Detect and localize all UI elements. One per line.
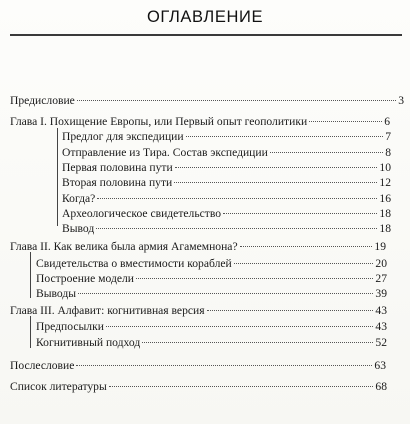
- toc-entry-label: Предлог для экспедиции: [62, 130, 184, 143]
- bracket-chapter-2: [30, 252, 31, 298]
- leader-dots: [76, 365, 372, 366]
- toc-entry-page: 19: [374, 240, 386, 253]
- leader-dots: [78, 293, 373, 294]
- toc-entry-label: Археологическое свидетельство: [62, 207, 222, 220]
- toc-entry-section[interactable]: [62, 146, 391, 160]
- toc-entry-label: Предисловие: [10, 94, 75, 107]
- leader-dots: [97, 198, 377, 199]
- toc-entry-section[interactable]: [36, 272, 387, 286]
- toc-entry-preface[interactable]: [10, 94, 404, 108]
- leader-dots: [234, 263, 374, 264]
- toc-entry-label: Список литературы: [10, 380, 107, 393]
- leader-dots: [240, 246, 373, 247]
- toc-entry-page: 18: [379, 222, 391, 235]
- toc-entry-label: Выводы: [36, 287, 77, 300]
- toc-entry-label: Свидетельства о вместимости кораблей: [36, 257, 232, 270]
- toc-entry-chapter-3[interactable]: [10, 304, 387, 318]
- toc-entry-page: 8: [385, 146, 391, 159]
- toc-entry-page: 27: [375, 272, 387, 285]
- toc-entry-page: 43: [375, 320, 387, 333]
- toc-entry-section[interactable]: [36, 336, 387, 350]
- toc-entry-section[interactable]: [62, 176, 391, 190]
- toc-entry-label: Глава III. Алфавит: когнитивная версия: [10, 304, 205, 317]
- toc-entry-page: 68: [375, 380, 387, 393]
- leader-dots: [77, 100, 396, 101]
- toc-entry-label: Отправление из Тира. Состав экспедиции: [62, 146, 268, 159]
- leader-dots: [207, 310, 374, 311]
- toc-entry-label: Глава II. Как велика была армия Агамемнона?: [10, 240, 238, 253]
- toc-entry-page: 18: [379, 207, 391, 220]
- toc-entry-page: 20: [375, 257, 387, 270]
- toc-entry-page: 12: [379, 176, 391, 189]
- leader-dots: [175, 167, 378, 168]
- toc-entry-label: Вывод: [62, 222, 95, 235]
- toc-entry-label: Глава I. Похищение Европы, или Первый опыт геополитики: [10, 115, 308, 128]
- toc-entry-page: 63: [374, 359, 386, 372]
- leader-dots: [106, 326, 373, 327]
- leader-dots: [309, 121, 382, 122]
- toc-entry-label: Когда?: [62, 192, 96, 205]
- toc-entry-page: 10: [379, 161, 391, 174]
- toc-entry-section[interactable]: [62, 130, 391, 144]
- toc-entry-chapter-2[interactable]: [10, 240, 386, 254]
- toc-entry-section[interactable]: [62, 161, 391, 175]
- leader-dots: [270, 152, 383, 153]
- leader-dots: [174, 182, 377, 183]
- bracket-chapter-3: [30, 316, 31, 348]
- toc-entry-label: Когнитивный подход: [36, 336, 141, 349]
- leader-dots: [109, 386, 374, 387]
- toc-entry-page: 52: [375, 336, 387, 349]
- toc-entry-label: Вторая половина пути: [62, 176, 173, 189]
- toc-entry-section[interactable]: [62, 192, 391, 206]
- toc-entry-page: 16: [379, 192, 391, 205]
- toc-entry-page: 3: [398, 94, 404, 107]
- toc-entry-page: 7: [385, 130, 391, 143]
- toc-entry-page: 43: [375, 304, 387, 317]
- toc-entry-label: Построение модели: [36, 272, 134, 285]
- leader-dots: [142, 342, 373, 343]
- page-title: ОГЛАВЛЕНИЕ: [146, 8, 264, 26]
- toc-entry-page: 39: [375, 287, 387, 300]
- toc-entry-section[interactable]: [36, 320, 387, 334]
- toc-entry-section[interactable]: [62, 207, 391, 221]
- toc-entry-label: Первая половина пути: [62, 161, 173, 174]
- toc-entry-section[interactable]: [36, 287, 387, 301]
- toc-entry-section[interactable]: [62, 222, 391, 236]
- leader-dots: [96, 228, 377, 229]
- leader-dots: [223, 213, 377, 214]
- toc-entry-label: Послесловие: [10, 359, 75, 372]
- toc-entry-chapter-1[interactable]: [10, 115, 390, 129]
- toc-entry-section[interactable]: [36, 257, 387, 271]
- toc-entry-afterword[interactable]: [10, 359, 386, 373]
- toc-entry-bibliography[interactable]: [10, 380, 387, 394]
- leader-dots: [136, 278, 373, 279]
- toc-entry-page: 6: [384, 115, 390, 128]
- bracket-chapter-1: [57, 128, 58, 226]
- toc-entry-label: Предпосылки: [36, 320, 104, 333]
- leader-dots: [186, 136, 384, 137]
